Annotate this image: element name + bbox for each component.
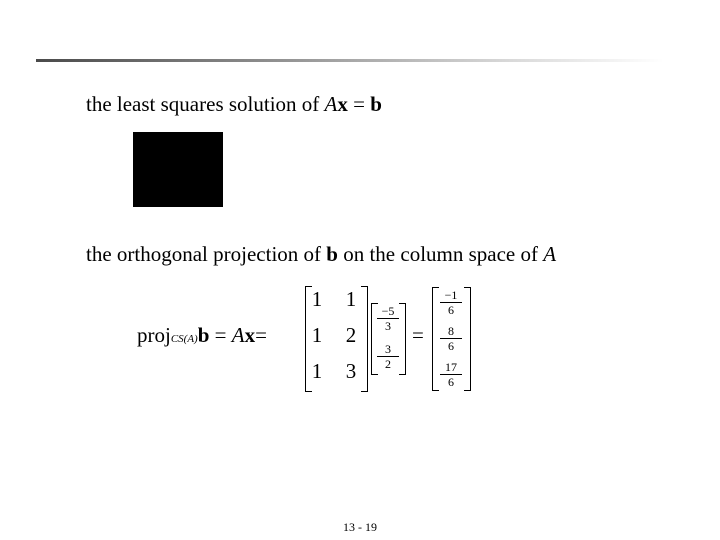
xvec-right-bracket	[399, 303, 406, 375]
matrix-cell: 2	[345, 323, 357, 347]
equals-2: =	[255, 323, 267, 347]
matrix-cell: 1	[311, 287, 323, 311]
fraction-denominator: 2	[385, 357, 391, 371]
matrix-cell: 1	[345, 287, 357, 311]
result-fraction	[438, 289, 464, 316]
result-fraction	[438, 361, 464, 388]
fraction-numerator: 3	[385, 342, 391, 356]
equals-3: =	[412, 323, 424, 347]
result-fraction	[438, 325, 464, 352]
fraction-numerator: −5	[381, 304, 395, 318]
line1-vector-x: x	[337, 92, 348, 116]
matrix-cell: 1	[311, 359, 323, 383]
equals-1: =	[209, 323, 232, 347]
least-squares-line	[86, 92, 382, 117]
eq-vector-x: x	[244, 323, 256, 347]
proj-subscript: CS(A)	[170, 333, 198, 345]
fraction-numerator: 17	[445, 360, 457, 374]
xvec-fraction	[375, 305, 401, 332]
fraction-denominator: 6	[448, 375, 454, 389]
proj-vector-b: b	[197, 323, 210, 347]
matrix-cell: 3	[345, 359, 357, 383]
fraction-denominator: 6	[448, 339, 454, 353]
fraction-numerator: −1	[444, 288, 458, 302]
line1-matrix-a: A	[324, 92, 338, 116]
line2-vector-b: b	[326, 242, 338, 266]
line2-text: the orthogonal projection of	[86, 242, 327, 266]
fraction-denominator: 3	[385, 319, 391, 333]
result-right-bracket	[464, 287, 471, 391]
line1-equals: =	[347, 92, 371, 116]
matrix-right-bracket	[361, 286, 368, 392]
redacted-image	[133, 132, 223, 207]
line1-text: the least squares solution of	[86, 92, 325, 116]
projection-line	[86, 242, 556, 267]
fraction-denominator: 6	[448, 303, 454, 317]
proj-label	[137, 323, 267, 348]
title-rule	[36, 59, 664, 62]
proj-text: proj	[137, 323, 171, 347]
eq-matrix-a: A	[231, 323, 245, 347]
xvec-fraction	[375, 343, 401, 370]
page-number: 13 - 19	[343, 520, 377, 534]
line2-text-mid: on the column space of	[337, 242, 544, 266]
matrix-cell: 1	[311, 323, 323, 347]
line2-matrix-a: A	[543, 242, 557, 266]
fraction-numerator: 8	[448, 324, 454, 338]
line1-vector-b: b	[370, 92, 382, 116]
